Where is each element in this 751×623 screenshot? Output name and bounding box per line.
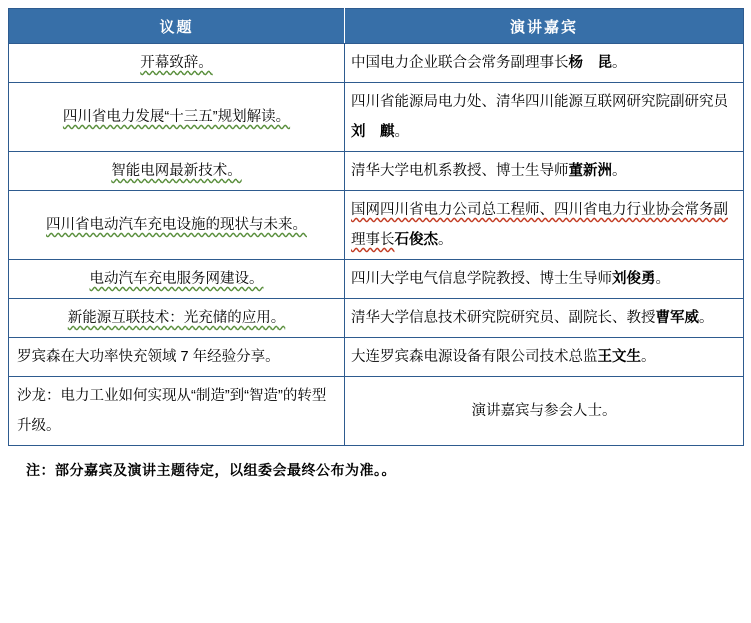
speaker-affiliation: 国网四川省电力公司总工程师、四川省电力行业协会常务副理事长: [351, 202, 728, 248]
speaker-suffix: 。: [394, 124, 409, 140]
topic-text: 四川省电动汽车充电设施的现状与未来。: [46, 217, 307, 233]
cell-speaker: [345, 299, 744, 338]
table-row: [9, 152, 744, 191]
speaker-name: 董新洲: [568, 163, 612, 179]
speaker-affiliation: 清华大学信息技术研究院研究员、副院长、教授: [351, 310, 656, 326]
speaker-name: 王文生: [597, 349, 641, 365]
speaker-suffix: 。: [655, 271, 670, 287]
cell-topic: [9, 377, 345, 446]
speaker-affiliation: 清华大学电机系教授、博士生导师: [351, 163, 569, 179]
speaker-name: 石俊杰: [394, 232, 438, 248]
speaker-affiliation: 大连罗宾森电源设备有限公司技术总监: [351, 349, 598, 365]
table-row: [9, 191, 744, 260]
cell-topic: [9, 260, 345, 299]
speaker-suffix: 。: [699, 310, 714, 326]
speaker-name: 刘 麒: [351, 124, 395, 140]
cell-topic: [9, 338, 345, 377]
cell-topic: [9, 83, 345, 152]
speaker-name: 刘俊勇: [612, 271, 656, 287]
cell-topic: [9, 152, 345, 191]
table-row: [9, 377, 744, 446]
speaker-name: 杨 昆: [568, 55, 612, 71]
cell-speaker: [345, 83, 744, 152]
topic-text: 罗宾森在大功率快充领域 7 年经验分享。: [17, 349, 280, 365]
footnote: 注：部分嘉宾及演讲主题待定，以组委会最终公布为准。。: [26, 462, 396, 478]
speaker-affiliation: 演讲嘉宾与参会人士。: [471, 403, 617, 419]
cell-speaker: [345, 191, 744, 260]
speaker-affiliation: 中国电力企业联合会常务副理事长: [351, 55, 569, 71]
table-row: [9, 299, 744, 338]
cell-topic: [9, 191, 345, 260]
cell-speaker: [345, 260, 744, 299]
speaker-suffix: 。: [612, 55, 627, 71]
table-row: [9, 44, 744, 83]
speaker-suffix: 。: [438, 232, 453, 248]
table-row: [9, 83, 744, 152]
cell-speaker: [345, 152, 744, 191]
speaker-name: 曹军威: [655, 310, 699, 326]
topic-text: 开幕致辞。: [140, 55, 213, 71]
topic-text: 智能电网最新技术。: [111, 163, 242, 179]
table-header-row: [9, 9, 744, 44]
cell-topic: [9, 44, 345, 83]
table-row: [9, 260, 744, 299]
column-header-topic: 议题: [9, 9, 345, 44]
topic-text: 沙龙：电力工业如何实现从“制造”到“智造”的转型升级。: [17, 388, 327, 434]
topic-text: 四川省电力发展“十三五”规划解读。: [62, 109, 291, 125]
topic-text: 电动汽车充电服务网建设。: [89, 271, 264, 287]
speaker-affiliation: 四川大学电气信息学院教授、博士生导师: [351, 271, 612, 287]
speaker-suffix: 。: [641, 349, 656, 365]
topic-text: 新能源互联技术：光充储的应用。: [67, 310, 286, 326]
cell-speaker: [345, 338, 744, 377]
table-row: [9, 338, 744, 377]
cell-speaker: [345, 377, 744, 446]
speaker-affiliation: 四川省能源局电力处、清华四川能源互联网研究院副研究员: [351, 94, 728, 110]
cell-speaker: [345, 44, 744, 83]
speaker-suffix: 。: [612, 163, 627, 179]
table-body: [9, 44, 744, 446]
column-header-speaker: 演讲嘉宾: [345, 9, 744, 44]
agenda-table: [8, 8, 744, 446]
cell-topic: [9, 299, 345, 338]
